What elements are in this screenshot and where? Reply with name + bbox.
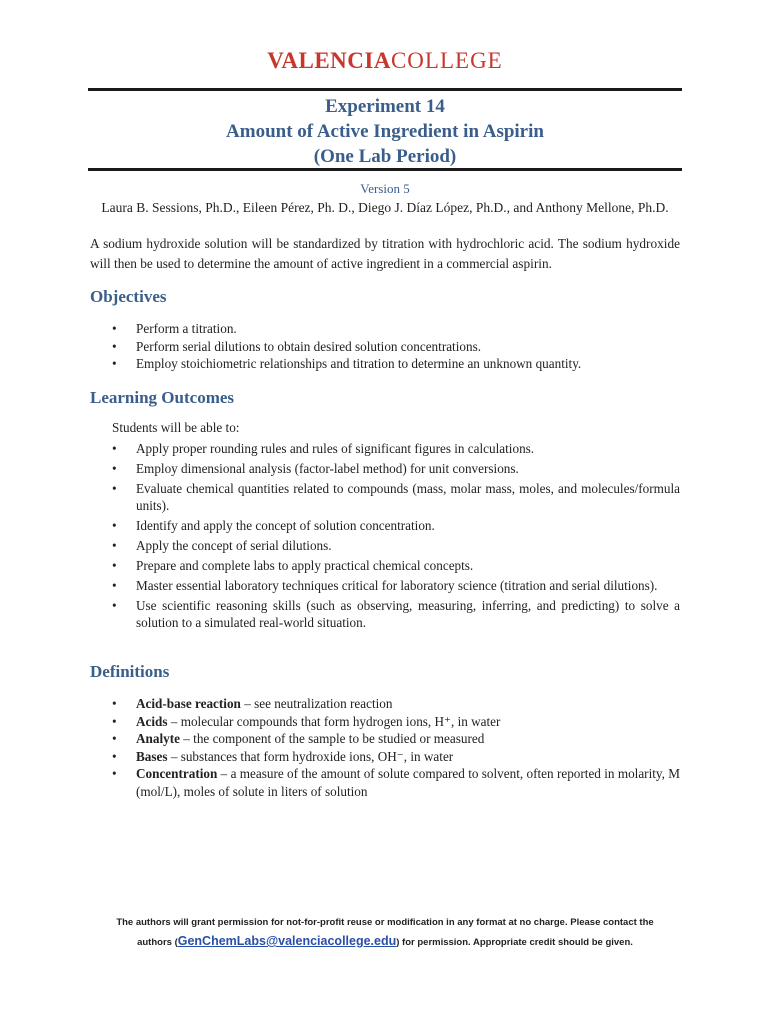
list-item: • Use scientific reasoning skills (such as observing, measuring, inferring, and predicting) to solve a solution to a simulated real-world situation. <box>112 598 680 630</box>
bullet-icon: • <box>112 766 117 781</box>
list-item: • Analyte – the component of the sample to be studied or measured <box>112 731 485 746</box>
bullet-icon: • <box>112 518 117 533</box>
list-item: • Bases – substances that form hydroxide ions, OH⁻, in water <box>112 748 454 764</box>
bullet-icon: • <box>112 748 117 764</box>
contact-email-link[interactable]: GenChemLabs@valenciacollege.edu <box>177 934 397 948</box>
bullet-icon: • <box>112 731 117 746</box>
title-line-1: Experiment 14 <box>325 96 445 117</box>
footer-line-1: The authors will grant permission for not-for-profit reuse or modification in any format at no charge. Please contact the <box>116 917 654 928</box>
bullet-icon: • <box>112 481 117 496</box>
list-item: • Master essential laboratory techniques critical for laboratory science (titration and serial dilutions). <box>112 578 658 593</box>
list-item: • Identify and apply the concept of solution concentration. <box>112 518 435 533</box>
list-item: • Apply the concept of serial dilutions. <box>112 538 332 553</box>
list-item: • Employ stoichiometric relationships and titration to determine an unknown quantity. <box>112 356 582 371</box>
bullet-icon: • <box>112 713 117 729</box>
definitions-list <box>112 695 680 800</box>
bullet-icon: • <box>112 441 117 456</box>
learning-outcomes-heading: Learning Outcomes <box>90 388 235 407</box>
version-label: Version 5 <box>360 181 410 196</box>
bullet-icon: • <box>112 558 117 573</box>
list-item: • Concentration – a measure of the amount of solute compared to solvent, often reported in molarity, M (mol/L), moles of solute in liters of solution <box>112 766 680 799</box>
list-item: • Prepare and complete labs to apply practical chemical concepts. <box>112 558 474 573</box>
definition-term: Acid-base reaction <box>136 696 241 711</box>
title-line-3: (One Lab Period) <box>313 146 457 167</box>
bullet-icon: • <box>112 338 117 354</box>
bullet-icon: • <box>112 696 117 711</box>
document-title <box>88 94 682 169</box>
bullet-icon: • <box>112 356 117 371</box>
list-item: • Employ dimensional analysis (factor-label method) for unit conversions. <box>112 461 519 476</box>
list-item: • Perform serial dilutions to obtain desired solution concentrations. <box>112 338 482 354</box>
definitions-heading: Definitions <box>90 662 170 681</box>
definition-term: Acids <box>136 713 168 729</box>
outcomes-list <box>112 440 680 631</box>
intro-paragraph: A sodium hydroxide solution will be standardized by titration with hydrochloric acid. The sodium hydroxide will then be used to determine the amount of active ingredient in a commercial aspirin. <box>90 236 680 271</box>
definition-term: Analyte <box>136 731 180 746</box>
outcomes-lead: Students will be able to: <box>112 420 240 435</box>
title-bottom-rule <box>88 168 682 171</box>
bullet-icon: • <box>112 578 117 593</box>
bullet-icon: • <box>112 461 117 476</box>
list-item: • Evaluate chemical quantities related to compounds (mass, molar mass, moles, and molecules/formula units). <box>112 481 680 513</box>
permission-footer <box>90 914 680 952</box>
valencia-college-logo: VALENCIACOLLEGE <box>267 48 503 73</box>
title-line-2: Amount of Active Ingredient in Aspirin <box>226 121 544 142</box>
definition-term: Concentration <box>136 766 218 781</box>
list-item: • Apply proper rounding rules and rules of significant figures in calculations. <box>112 441 535 456</box>
bullet-icon: • <box>112 538 117 553</box>
list-item: • Acids – molecular compounds that form hydrogen ions, H⁺, in water <box>112 713 501 729</box>
authors-line: Laura B. Sessions, Ph.D., Eileen Pérez, Ph. D., Diego J. Díaz López, Ph.D., and Anthony Mellone, Ph.D. <box>101 200 669 215</box>
list-item: • Perform a titration. <box>112 321 237 336</box>
list-item: • Acid-base reaction – see neutralization reaction <box>112 696 393 711</box>
bullet-icon: • <box>112 598 117 613</box>
objectives-heading: Objectives <box>90 287 167 306</box>
bullet-icon: • <box>112 321 117 336</box>
title-top-rule <box>88 88 682 91</box>
footer-line-2: authors (GenChemLabs@valenciacollege.edu) for permission. Appropriate credit should be given. <box>137 934 633 948</box>
definition-term: Bases <box>136 748 168 764</box>
objectives-list <box>112 320 680 373</box>
